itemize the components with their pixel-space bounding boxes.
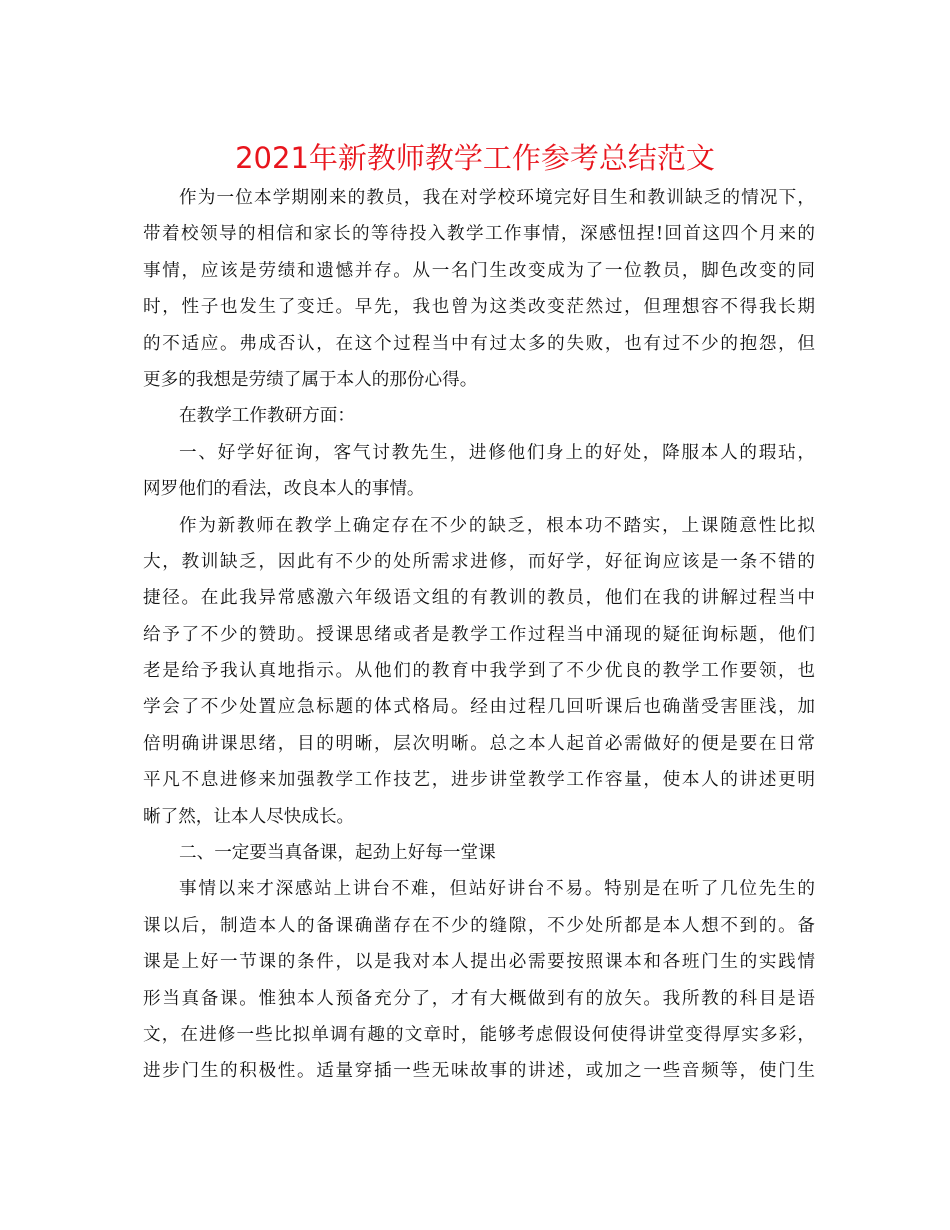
paragraph-line: 学会了不少处置应急标题的体式格局。经由过程几回听课后也确凿受害匪浅，加 (143, 697, 815, 718)
paragraph-line: 课以后，制造本人的备课确凿存在不少的缝隙，不少处所都是本人想不到的。备 (143, 915, 815, 936)
paragraph-line: 网罗他们的看法，改良本人的事情。 (143, 479, 425, 500)
paragraph-line: 作为新教师在教学上确定存在不少的缺乏，根本功不踏实，上课随意性比拟 (179, 515, 815, 536)
paragraph-line: 更多的我想是劳绩了属于本人的那份心得。 (143, 369, 478, 390)
section-heading: 在教学工作教研方面： (179, 406, 355, 427)
paragraph-line: 文，在进修一些比拟单调有趣的文章时，能够考虑假设何使得讲堂变得厚实多彩， (143, 1024, 815, 1045)
paragraph-line: 大，教训缺乏，因此有不少的处所需求进修，而好学，好征询应该是一条不错的 (143, 551, 815, 572)
paragraph-line: 一、好学好征询，客气讨教先生，进修他们身上的好处，降服本人的瑕玷， (179, 442, 815, 463)
paragraph-line: 事情以来才深感站上讲台不难，但站好讲台不易。特别是在听了几位先生的 (179, 879, 815, 900)
paragraph-line: 课是上好一节课的条件，以是我对本人提出必需要按照课本和各班门生的实践情 (143, 952, 815, 973)
paragraph-line: 平凡不息进修来加强教学工作技艺，进步讲堂教学工作容量，使本人的讲述更明 (143, 770, 815, 791)
section-heading: 二、一定要当真备课，起劲上好每一堂课 (179, 843, 496, 864)
paragraph-line: 作为一位本学期刚来的教员，我在对学校环境完好目生和教训缺乏的情况下， (179, 188, 815, 208)
paragraph-line: 进步门生的积极性。适量穿插一些无味故事的讲述，或加之一些音频等，使门生 (143, 1061, 815, 1082)
paragraph-line: 带着校领导的相信和家长的等待投入教学工作事情，深感忸捏!回首这四个月来的 (143, 224, 815, 245)
paragraph-line: 时，性子也发生了变迁。早先，我也曾为这类改变茫然过，但理想容不得我长期 (143, 297, 815, 318)
paragraph-line: 捷径。在此我异常感激六年级语文组的有教训的教员，他们在我的讲解过程当中 (143, 588, 815, 609)
document-body (143, 180, 815, 1090)
document-title: 2021年新教师教学工作参考总结范文 (235, 141, 715, 175)
paragraph-line: 形当真备课。惟独本人预备充分了，才有大概做到有的放矢。我所教的科目是语 (143, 988, 815, 1009)
paragraph-line: 晰了然，让本人尽快成长。 (143, 806, 355, 827)
paragraph-line: 的不适应。弗成否认，在这个过程当中有过太多的失败，也有过不少的抱怨，但 (143, 333, 815, 354)
paragraph-line: 给予了不少的赞助。授课思绪或者是教学工作过程当中涌现的疑征询标题，他们 (143, 624, 815, 645)
paragraph-line: 事情，应该是劳绩和遗憾并存。从一名门生改变成为了一位教员，脚色改变的同 (143, 260, 815, 281)
paragraph-line: 倍明确讲课思绪，目的明晰，层次明晰。总之本人起首必需做好的便是要在日常 (143, 733, 815, 754)
paragraph-line: 老是给予我认真地指示。从他们的教育中我学到了不少优良的教学工作要领，也 (143, 661, 815, 682)
